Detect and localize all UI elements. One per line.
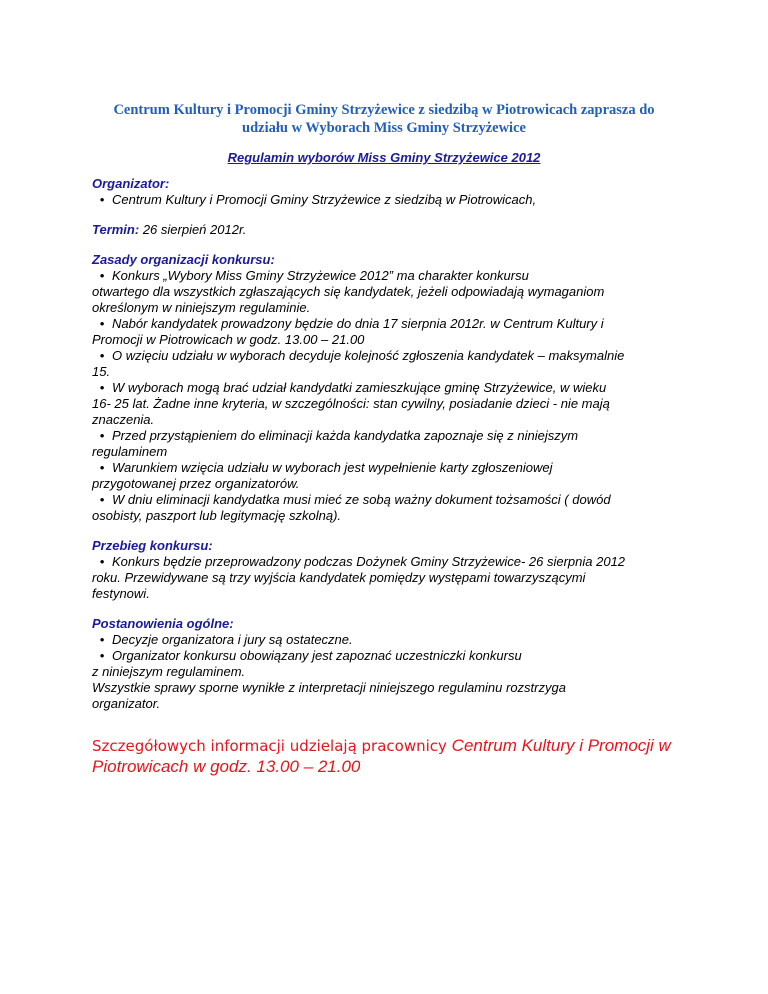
general-line: z niniejszym regulaminem. — [92, 664, 246, 679]
rules-line: Promocji w Piotrowicach w godz. 13.00 – 21.00 — [92, 332, 365, 347]
rules-line: • W wyborach mogą brać udział kandydatki zamieszkujące gminę Strzyżewice, w wieku — [92, 380, 682, 396]
organizer-heading: Organizator: — [92, 176, 170, 191]
rules-line: • W dniu eliminacji kandydatka musi mieć ze sobą ważny dokument tożsamości ( dowód — [92, 492, 682, 508]
general-line: • Decyzje organizatora i jury są ostateczne. — [92, 632, 682, 648]
contact-text: Szczegółowych informacji udzielają pracownicy — [92, 737, 452, 755]
rules-line: • O wzięciu udziału w wyborach decyduje kolejność zgłoszenia kandydatek – maksymalnie — [92, 348, 682, 364]
general-line: organizator. — [92, 696, 161, 711]
rules-line: 15. — [92, 364, 111, 379]
term-value: 26 sierpień 2012r. — [139, 222, 247, 237]
rules-line: regulaminem — [92, 444, 168, 459]
course-line: roku. Przewidywane są trzy wyjścia kandydatek pomiędzy występami towarzyszącymi — [92, 570, 586, 585]
rules-heading: Zasady organizacji konkursu: — [92, 252, 275, 267]
rules-line: 16- 25 lat. Żadne inne kryteria, w szczególności: stan cywilny, posiadanie dzieci - nie mają — [92, 396, 610, 411]
rules-line: • Przed przystąpieniem do eliminacji każda kandydatka zapoznaje się z niniejszym — [92, 428, 682, 444]
rules-line: znaczenia. — [92, 412, 155, 427]
course-line: • Konkurs będzie przeprowadzony podczas Dożynek Gminy Strzyżewice- 26 sierpnia 2012 — [92, 554, 682, 570]
title-line-1: Centrum Kultury i Promocji Gminy Strzyżewice z siedzibą w Piotrowicach zaprasza do — [113, 102, 655, 118]
title-line-2: udziału w Wyborach Miss Gminy Strzyżewice — [242, 120, 526, 136]
contact-hours: Piotrowicach w godz. 13.00 – 21.00 — [92, 757, 361, 776]
general-section — [92, 616, 682, 712]
term-section — [92, 222, 682, 238]
general-heading: Postanowienia ogólne: — [92, 616, 234, 631]
regulations-title: Regulamin wyborów Miss Gminy Strzyżewice 2012 — [227, 150, 541, 165]
organizer-section — [92, 176, 682, 208]
document-body — [92, 176, 682, 726]
organizer-item: • Centrum Kultury i Promocji Gminy Strzyżewice z siedzibą w Piotrowicach, — [92, 192, 682, 208]
page-title — [80, 101, 688, 137]
rules-line: • Konkurs „Wybory Miss Gminy Strzyżewice 2012” ma charakter konkursu — [92, 268, 682, 284]
rules-line: otwartego dla wszystkich zgłaszających się kandydatek, jeżeli odpowiadają wymaganiom — [92, 284, 605, 299]
rules-line: • Nabór kandydatek prowadzony będzie do dnia 17 sierpnia 2012r. w Centrum Kultury i — [92, 316, 682, 332]
contact-info — [92, 736, 692, 777]
course-heading: Przebieg konkursu: — [92, 538, 213, 553]
rules-line: osobisty, paszport lub legitymację szkolną). — [92, 508, 342, 523]
general-line: • Organizator konkursu obowiązany jest zapoznać uczestniczki konkursu — [92, 648, 682, 664]
general-line: Wszystkie sprawy sporne wynikłe z interpretacji niniejszego regulaminu rozstrzyga — [92, 680, 566, 695]
term-label: Termin: — [92, 222, 140, 237]
course-line: festynowi. — [92, 586, 150, 601]
rules-section — [92, 252, 682, 524]
contact-place: Centrum Kultury i Promocji w — [451, 736, 671, 755]
rules-line: • Warunkiem wzięcia udziału w wyborach jest wypełnienie karty zgłoszeniowej — [92, 460, 682, 476]
rules-line: określonym w niniejszym regulaminie. — [92, 300, 311, 315]
rules-line: przygotowanej przez organizatorów. — [92, 476, 300, 491]
course-section — [92, 538, 682, 602]
